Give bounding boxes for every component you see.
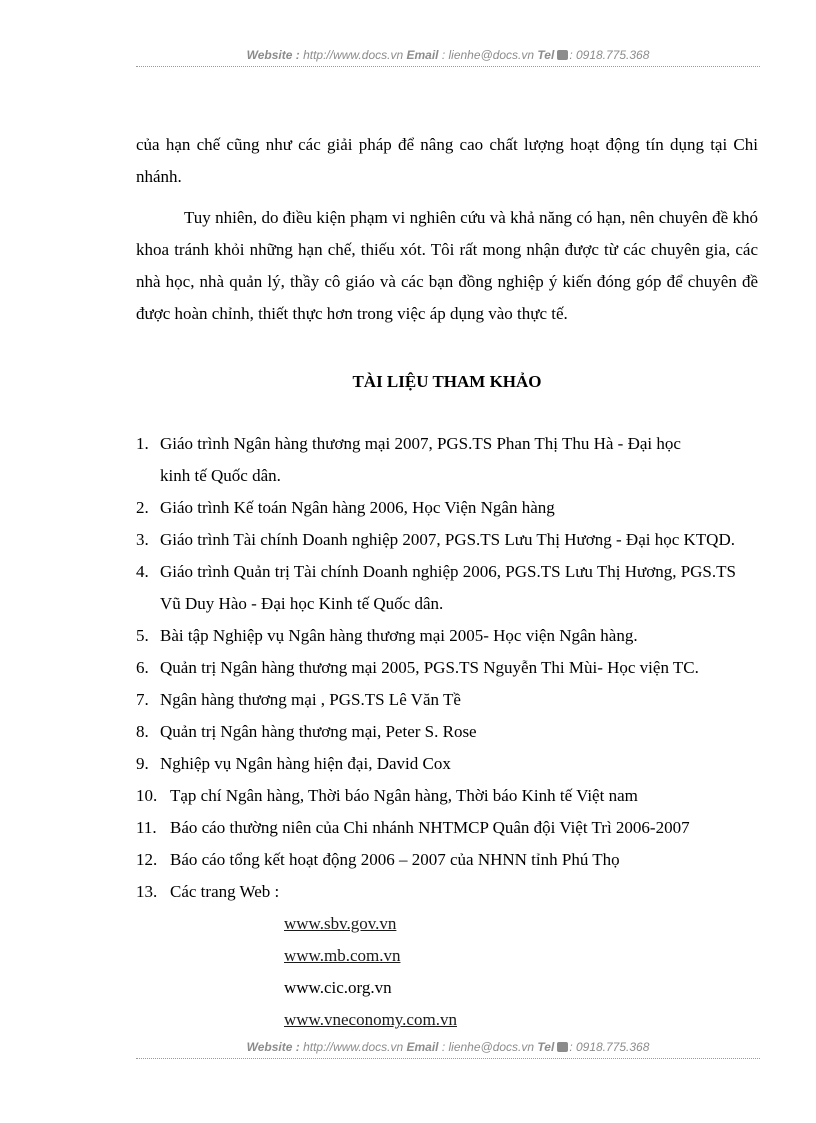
reference-item — [136, 748, 816, 780]
reference-text-continued: kinh tế Quốc dân. — [160, 466, 281, 485]
reference-number: 9. — [136, 754, 149, 773]
paragraph-1: của hạn chế cũng như các giải pháp để nâng cao chất lượng hoạt động tín dụng tại Chi nhánh. — [136, 135, 758, 186]
footer-divider — [136, 1058, 760, 1059]
reference-text: Giáo trình Tài chính Doanh nghiệp 2007, PGS.TS Lưu Thị Hương - Đại học KTQD. — [160, 530, 735, 549]
reference-text: Ngân hàng thương mại , PGS.TS Lê Văn Tề — [160, 690, 461, 709]
reference-text: Giáo trình Kế toán Ngân hàng 2006, Học Viện Ngân hàng — [160, 498, 555, 517]
reference-text: Bài tập Nghiệp vụ Ngân hàng thương mại 2005- Học viện Ngân hàng. — [160, 626, 638, 645]
phone-icon — [557, 1042, 568, 1052]
reference-text: Các trang Web : — [170, 882, 280, 901]
reference-item — [136, 780, 816, 812]
reference-number: 6. — [136, 658, 149, 677]
reference-text: Tạp chí Ngân hàng, Thời báo Ngân hàng, Thời báo Kinh tế Việt nam — [170, 786, 638, 805]
references-list — [136, 428, 816, 1036]
footer-website-value: http://www.docs.vn — [303, 1040, 404, 1054]
reference-text-continued: Vũ Duy Hào - Đại học Kinh tế Quốc dân. — [160, 594, 444, 613]
reference-text: Quản trị Ngân hàng thương mại 2005, PGS.TS Nguyễn Thi Mùi- Học viện TC. — [160, 658, 699, 677]
website-link-vneconomy[interactable]: www.vneconomy.com.vn — [284, 1010, 457, 1029]
footer-tel-value: : 0918.775.368 — [569, 1040, 650, 1054]
reference-text: Báo cáo thường niên của Chi nhánh NHTMCP Quân đội Việt Trì 2006-2007 — [170, 818, 690, 837]
phone-icon — [557, 50, 568, 60]
header-divider — [136, 66, 760, 67]
reference-item — [136, 556, 816, 620]
website-list — [136, 908, 816, 1036]
references-title: TÀI LIỆU THAM KHẢO — [352, 372, 542, 391]
reference-number: 1. — [136, 434, 149, 453]
header-tel-value: : 0918.775.368 — [569, 48, 650, 62]
header-email-value: : lienhe@docs.vn — [441, 48, 535, 62]
website-link-sbv[interactable]: www.sbv.gov.vn — [284, 914, 397, 933]
reference-item — [136, 524, 816, 556]
reference-number: 3. — [136, 530, 149, 549]
footer-email-label: Email — [406, 1040, 439, 1054]
header-website-value: http://www.docs.vn — [303, 48, 404, 62]
header-tel-label: Tel — [537, 48, 555, 62]
website-link-mb[interactable]: www.mb.com.vn — [284, 946, 401, 965]
footer-tel-label: Tel — [537, 1040, 555, 1054]
reference-number: 8. — [136, 722, 149, 741]
reference-number: 10. — [136, 786, 158, 805]
footer-website-label: Website : — [246, 1040, 300, 1054]
reference-number: 5. — [136, 626, 149, 645]
reference-item — [136, 684, 816, 716]
page-footer — [136, 1040, 760, 1054]
reference-item — [136, 492, 816, 524]
reference-item — [136, 812, 816, 844]
reference-number: 4. — [136, 562, 149, 581]
reference-text: Nghiệp vụ Ngân hàng hiện đại, David Cox — [160, 754, 451, 773]
reference-item — [136, 844, 816, 876]
reference-number: 13. — [136, 882, 158, 901]
header-website-label: Website : — [246, 48, 300, 62]
reference-item — [136, 428, 816, 492]
reference-item — [136, 620, 816, 652]
reference-text: Giáo trình Quản trị Tài chính Doanh nghiệp 2006, PGS.TS Lưu Thị Hương, PGS.TS — [160, 562, 736, 581]
reference-text: Giáo trình Ngân hàng thương mại 2007, PGS.TS Phan Thị Thu Hà - Đại học — [160, 434, 681, 453]
header-email-label: Email — [406, 48, 439, 62]
reference-text: Báo cáo tổng kết hoạt động 2006 – 2007 của NHNN tỉnh Phú Thọ — [170, 850, 620, 869]
footer-email-value: : lienhe@docs.vn — [441, 1040, 535, 1054]
reference-number: 2. — [136, 498, 149, 517]
reference-item — [136, 652, 816, 684]
reference-item — [136, 876, 816, 908]
reference-item — [136, 716, 816, 748]
paragraph-2: Tuy nhiên, do điều kiện phạm vi nghiên cứu và khả năng có hạn, nên chuyên đề khó khoa tránh khỏi những hạn chế, thiếu xót. Tôi rất mong nhận được từ các chuyên gia, các nhà học, nhà quản lý, thầy cô giáo và các bạn đồng nghiệp ý kiến đóng góp để chuyên đề được hoàn chỉnh, thiết thực hơn trong việc áp dụng vào thực tế. — [136, 208, 758, 323]
reference-number: 12. — [136, 850, 158, 869]
reference-number: 7. — [136, 690, 149, 709]
reference-number: 11. — [136, 818, 157, 837]
page-header — [136, 48, 760, 62]
reference-text: Quản trị Ngân hàng thương mại, Peter S. Rose — [160, 722, 477, 741]
website-text-cic: www.cic.org.vn — [284, 978, 392, 997]
